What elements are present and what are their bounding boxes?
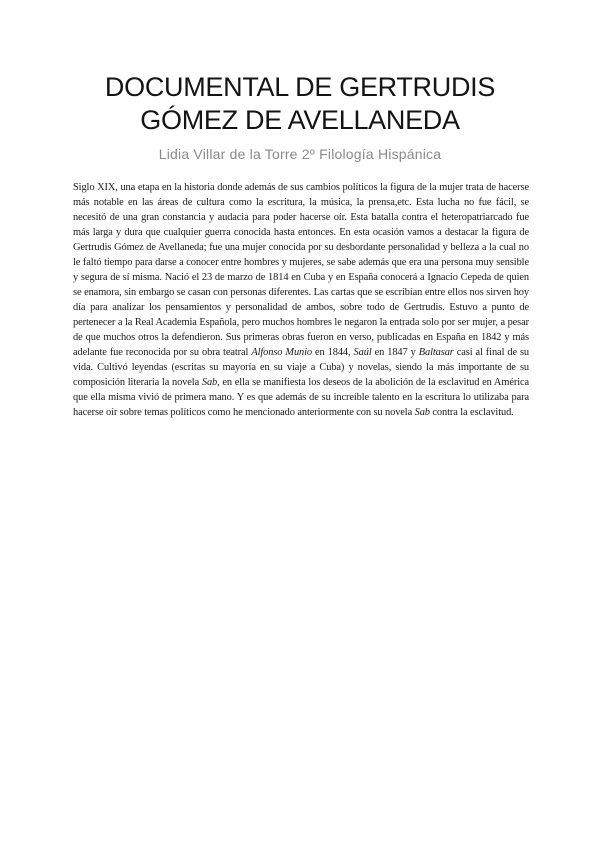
paragraph-text: en 1844, <box>312 347 354 358</box>
body-paragraph <box>73 180 529 420</box>
paragraph-text: casi al final de su vida. Cultivó leyendas (escritas su mayoría en su viaje a Cuba) y novelas, siendo la más importante de su composición literaria la novela <box>73 347 530 388</box>
paragraph-text: contra la esclavitud. <box>429 407 514 418</box>
title-line-2: GÓMEZ DE AVELLANEDA <box>140 105 460 135</box>
paragraph-text: en 1847 y <box>371 347 419 358</box>
work-title-saul: Saúl <box>353 347 372 358</box>
paragraph-text: Siglo XIX, una etapa en la historia donde además de sus cambios políticos la figura de la mujer trata de hacerse más notable en las áreas de cultura como la escritura, la música, la prensa,etc. Esta lucha no fue fácil, se necesitó de una gran constancia y audacia para poder hacerse oír. Esta batalla contra el heteropatriarcado fue más larga y dura que cualquier guerra conocida hasta entonces. En esta ocasión vamos a destacar la figura de Gertrudis Gómez de Avellaneda; fue una mujer conocida por su desbordante personalidad y belleza a la cual no le faltó tiempo para darse a conocer entre hombres y mujeres, se sabe además que era una persona muy sensible y segura de sí misma. Nació el 23 de marzo de 1814 en Cuba y en España conocerá a Ignacio Cepeda de quien se enamora, sin embargo se casan con personas diferentes. Las cartas que se escribían entre ellos nos sirven hoy día para analizar los pensamientos y personalidad de ambos, sobre todo de Gertrudis. Estuvo a punto de pertenecer a la Real Academia Española, pero muchos hombres le negaron la entrada solo por ser mujer, a pesar de que muchos otros la defendieron. Sus primeras obras fueron en verso, publicadas en España en 1842 y más adelante fue reconocida por su obra teatral <box>73 182 529 358</box>
work-title-sab: Sab <box>414 407 430 418</box>
document-title <box>40 71 560 137</box>
work-title-baltasar: Baltasar <box>418 347 454 358</box>
paragraph-text: , en ella se manifiesta los deseos de la abolición de la esclavitud en América que ella misma vivió de primera mano. Y es que además de su increíble talento en la escritura lo utilizaba para hacerse oír sobre temas políticos como he mencionado anteriormente con su novela <box>73 377 529 418</box>
author-subtitle: Lidia Villar de la Torre 2º Filología Hispánica <box>158 146 442 162</box>
work-title-sab: Sab <box>201 377 218 388</box>
title-line-1: DOCUMENTAL DE GERTRUDIS <box>104 72 496 102</box>
work-title-alfonso-munio: Alfonso Munio <box>251 347 313 358</box>
